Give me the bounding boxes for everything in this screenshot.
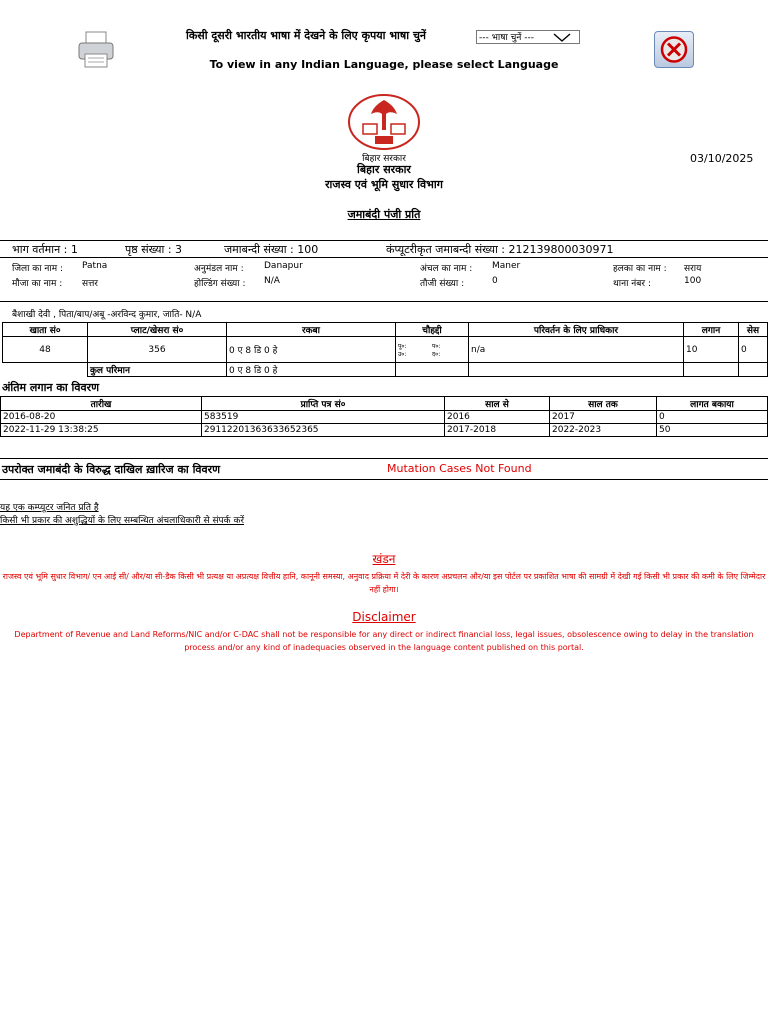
lagan-value: 10 [684,337,739,363]
circle-value: Maner [492,261,521,271]
khata-value: 48 [3,337,88,363]
col-year-to: साल तक [550,397,657,411]
total-label: कुल परिमान [88,363,227,377]
disclaimer-title-english: Disclaimer [352,610,416,624]
cell-dues: 0 [657,411,768,424]
khesra-value: 356 [88,337,227,363]
land-details [0,259,768,302]
mutation-section [0,458,768,480]
district-value: Patna [82,261,108,271]
plot-table [2,322,768,377]
dept-line2: राजस्व एवं भूमि सुधार विभाग [325,178,443,191]
cell-year-from: 2017-2018 [445,424,550,437]
disclaimer-title-hindi: खंडन [372,552,396,566]
tauji-value: 0 [492,276,498,286]
col-rakba: रकबा [227,323,396,337]
page-number: पृष्ठ संख्या : 3 [125,243,183,256]
language-select[interactable] [476,30,580,44]
table-row [1,424,768,437]
table-row [1,411,768,424]
issue-date: 03/10/2025 [690,152,754,165]
col-lagan: लगान [684,323,739,337]
col-chauhaddi: चौहद्दी [396,323,469,337]
chevron-down-icon [553,33,571,42]
chauhaddi-north: उ०: [398,350,407,358]
cell-receipt: 29112201363633652365 [202,424,445,437]
col-date: तारीख [1,397,202,411]
chauhaddi-cell [396,337,469,363]
lagan-section-title: अंतिम लगान का विवरण [2,381,100,394]
total-row [3,363,768,377]
thana-label: थाना नंबर : [613,279,651,289]
col-khata: खाता सं० [3,323,88,337]
cell-year-from: 2016 [445,411,550,424]
jamabandi-number: जमाबन्दी संख्या : 100 [224,243,319,256]
computerized-jamabandi-number: कंप्यूटरीकृत जमाबन्दी संख्या : 212139800030971 [386,243,614,256]
table-header-row [3,323,768,337]
circle-label: अंचल का नाम : [420,264,473,274]
cell-dues: 50 [657,424,768,437]
col-receipt: प्राप्ति पत्र सं० [202,397,445,411]
col-dues: लागत बकाया [657,397,768,411]
tauji-label: तौजी संख्या : [420,279,465,289]
col-authority: परिवर्तन के लिए प्राधिकार [469,323,684,337]
bihar-emblem-logo [347,94,421,152]
disclaimer-text-english: Department of Revenue and Land Reforms/NIC and/or C-DAC shall not be responsible for any direct or indirect financial loss, legal issues, obsolescence owing to delay in the translation process and/or any kind of inadequacies observed in the language content published on this portal. [14,630,754,652]
table-header-row [1,397,768,411]
col-ses: सेस [739,323,768,337]
thana-value: 100 [684,276,702,286]
halka-label: हलका का नाम : [613,264,667,274]
cell-date: 2022-11-29 13:38:25 [1,424,202,437]
emblem-label: बिहार सरकार [362,154,406,164]
mauja-label: मौजा का नाम : [12,279,63,289]
disclaimer-text-hindi: राजस्व एवं भूमि सुधार विभाग/ एन आई सी/ और/या सी-डैक किसी भी प्रत्यक्ष या अप्रत्यक्ष वित्तीय हानि, कानूनी समस्या, अनुवाद प्रक्रिया में देरी के कारण अप्रचलन और/या इस पोर्टल पर प्रकाशित भाषा की सामग्री में देखी गई किसी भी प्रकार की कमी के लिए जिम्मेदार नहीं होगा। [2,572,766,594]
bhag-vartman: भाग वर्तमान : 1 [12,243,78,256]
rakba-value: 0 ए 8 डि 0 हे [227,337,396,363]
mauja-value: सत्तर [82,279,98,289]
dept-line1: बिहार सरकार [357,163,411,176]
authority-value: n/a [469,337,684,363]
document-title: जमाबंदी पंजी प्रति [347,208,421,221]
district-label: जिला का नाम : [12,264,64,274]
cell-receipt: 583519 [202,411,445,424]
summary-bar [0,240,768,258]
mutation-status: Mutation Cases Not Found [387,462,532,475]
holding-value: N/A [264,276,280,286]
lagan-table [0,396,768,437]
col-year-from: साल से [445,397,550,411]
subdivision-value: Danapur [264,261,303,271]
close-icon [655,32,693,67]
cell-year-to: 2022-2023 [550,424,657,437]
total-rakba: 0 ए 8 डि 0 हे [227,363,396,377]
owner-details: बैशाखी देवी , पिता/बाप/अबू -अरविन्द कुमार, जाति- N/A [12,310,202,320]
close-button[interactable] [654,31,694,68]
table-row [3,337,768,363]
cell-year-to: 2017 [550,411,657,424]
language-prompt-english: To view in any Indian Language, please select Language [209,58,559,71]
chauhaddi-south: द०: [432,350,441,358]
halka-value: सराय [684,264,702,274]
holding-label: होल्डिंग संख्या : [194,279,246,289]
mutation-title: उपरोक्त जमाबंदी के विरुद्ध दाखिल ख़ारिज का विवरण [2,463,221,476]
note-contact-officer: किसी भी प्रकार की अशुद्धियों के लिए सम्बन्धित अंचलाधिकारी से संपर्क करें [0,516,245,526]
chauhaddi-east: पू०: [398,342,407,350]
language-select-value: --- भाषा चुनें --- [479,33,534,43]
chauhaddi-west: प०: [432,342,441,350]
ses-value: 0 [739,337,768,363]
language-prompt-hindi: किसी दूसरी भारतीय भाषा में देखने के लिए कृपया भाषा चुनें [186,29,427,42]
col-khesra: प्लाट/खेसरा सं० [88,323,227,337]
note-computer-generated: यह एक कम्प्यूटर जनित प्रति है [0,503,99,513]
cell-date: 2016-08-20 [1,411,202,424]
subdivision-label: अनुमंडल नाम : [194,264,244,274]
